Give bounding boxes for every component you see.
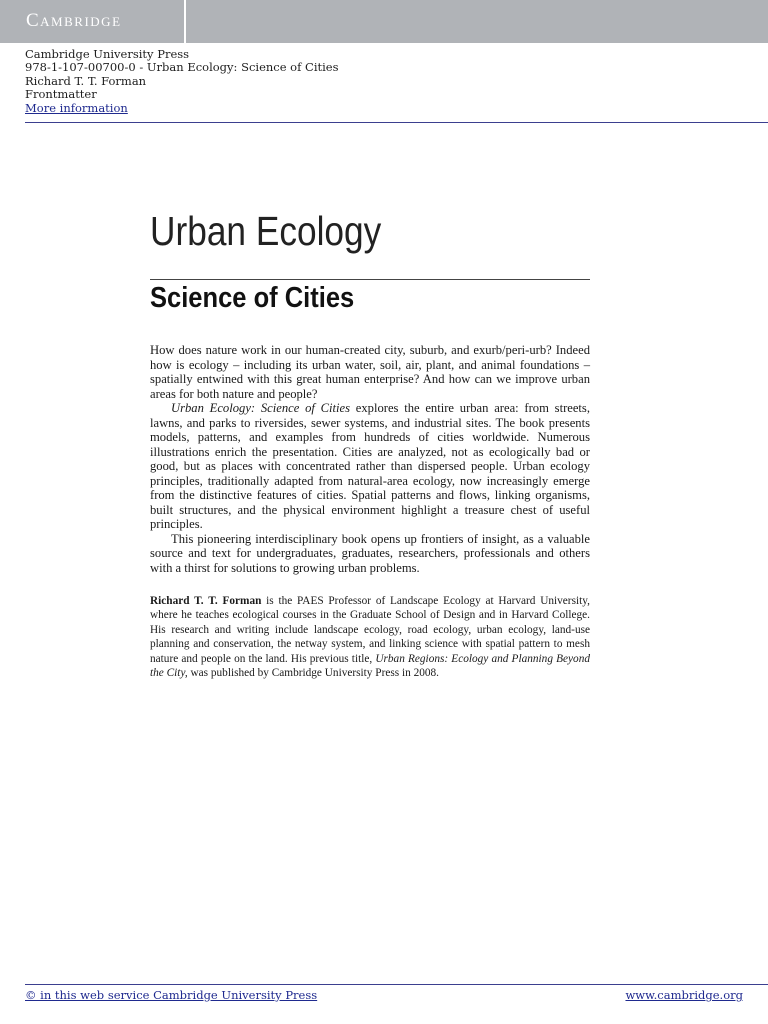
description-paragraph-2: [150, 401, 590, 532]
previous-title: Urban Regions: Ecology and Planning Beyond the City,: [150, 652, 590, 680]
header-bar: [0, 0, 768, 43]
description-paragraph-2-text: explores the entire urban area: from streets, lawns, and parks to riversides, sewer systems, and industrial sites. The book presents models, patterns, and examples from hundreds of cities worldwide. Numerous illustrations enrich the presentation. Cities are analyzed, not as ecologically bad or good, but as places with concentrated rather than dispersed people. Urban ecology principles, traditionally adapted from natural-area ecology, now increasingly emerge from the distinctive features of cities. Spatial patterns and flows, linking organisms, built structures, and the physical environment highlight a treasure chest of useful principles.: [150, 401, 590, 531]
description-paragraph-1: How does nature work in our human-created city, suburb, and exurb/peri-urb? Indeed how is ecology – including its urban water, soil, air, plant, and animal foundations – spatially entwined with this great human enterprise? And how can we improve urban areas for both nature and people?: [150, 343, 590, 401]
website-link[interactable]: www.cambridge.org: [625, 988, 743, 1002]
publisher-line: Cambridge University Press: [25, 47, 190, 61]
logo-block: [0, 0, 184, 43]
book-title: Urban Ecology: [150, 208, 382, 254]
author-bio: [150, 594, 590, 680]
author-bio-text-2: was published by Cambridge University Press in 2008.: [187, 667, 439, 680]
header-rule: [25, 122, 768, 123]
footer-rule: [25, 984, 768, 985]
isbn-title-line: 978-1-107-00700-0 - Urban Ecology: Science of Cities: [25, 60, 339, 75]
more-information-link[interactable]: More information: [25, 100, 128, 115]
description-book-title: Urban Ecology: Science of Cities: [171, 401, 351, 415]
description-paragraph-3: This pioneering interdisciplinary book opens up frontiers of insight, as a valuable source and text for undergraduates, graduates, researchers, professionals and others with a thirst for solutions to growing urban problems.: [150, 531, 590, 575]
author-name: Richard T. T. Forman: [150, 595, 262, 607]
book-metadata: [25, 48, 339, 115]
header-divider: [184, 0, 186, 43]
copyright-link[interactable]: © in this web service Cambridge University Press: [25, 988, 318, 1002]
section-line: Frontmatter: [25, 87, 97, 102]
author-bio-text-1: is the PAES Professor of Landscape Ecology at Harvard University, where he teaches ecological courses in the Graduate School of Design and in Harvard College. His research and writing include landscape ecology, road ecology, urban ecology, land-use planning and conservation, the netway system, and linking science with spatial pattern to mesh nature and people on the land. His previous title,: [150, 595, 590, 665]
book-description: [150, 343, 590, 575]
author-line: Richard T. T. Forman: [25, 73, 147, 88]
cambridge-logo: Cambridge: [26, 10, 122, 31]
book-subtitle: Science of Cities: [150, 282, 355, 314]
title-rule: [150, 279, 590, 280]
author-bio-paragraph: [150, 594, 590, 680]
